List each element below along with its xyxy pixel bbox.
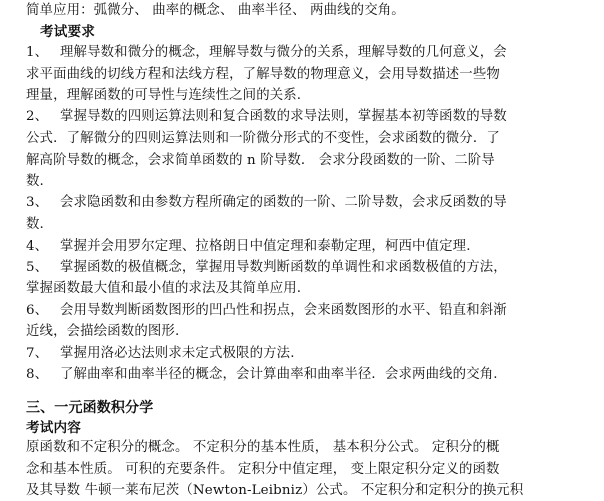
item-number: 1、 [26, 45, 49, 60]
requirement-item-7 [26, 345, 295, 363]
section-3-line-2: 念和基本性质。 可积的充要条件。 定积分中值定理， 变上限定积分定义的函数 [26, 462, 500, 477]
requirement-item-5-line-2: 掌握函数最大值和最小值的求法及其简单应用. [26, 281, 302, 296]
section-3-line-1: 原函数和不定积分的概念。 不定积分的基本性质， 基本积分公式。 定积分的概 [26, 440, 500, 455]
section-3-title: 三、一元函数积分学 [26, 400, 154, 416]
item-text: 掌握并会用罗尔定理、拉格朗日中值定理和泰勒定理，柯西中值定理. [60, 239, 471, 254]
requirement-item-1-line-3: 理量，理解函数的可导性与连续性之间的关系. [26, 88, 302, 103]
item-number: 5、 [26, 260, 49, 275]
exam-requirements-heading: 考试要求 [40, 24, 95, 40]
requirement-item-2-line-4: 数. [26, 174, 44, 189]
requirement-item-5 [26, 259, 507, 277]
requirement-item-3-line-2: 数. [26, 217, 44, 232]
requirement-item-1-line-2: 求平面曲线的切线方程和法线方程，了解导数的物理意义，会用导数描述一些物 [26, 67, 500, 82]
item-number: 3、 [26, 195, 49, 210]
requirement-item-1 [26, 44, 507, 62]
item-text: 掌握用洛必达法则求未定式极限的方法. [60, 346, 295, 361]
item-number: 7、 [26, 346, 49, 361]
requirement-item-2-line-3: 解高阶导数的概念，会求简单函数的 n 阶导数． 会求分段函数的一阶、二阶导 [26, 153, 495, 168]
requirement-item-2 [26, 108, 507, 126]
item-text: 掌握函数的极值概念，掌握用导数判断函数的单调性和求函数极值的方法， [60, 260, 507, 275]
intro-line: 简单应用：弧微分、 曲率的概念、 曲率半径、 两曲线的交角。 [26, 3, 405, 18]
item-text: 理解导数和微分的概念，理解导数与微分的关系，理解导数的几何意义，会 [60, 45, 507, 60]
section-3-line-3: 及其导数 牛顿一莱布尼茨（Newton-Leibniz）公式。 不定积分和定积分的换元积 [26, 483, 524, 498]
item-text: 会用导数判断函数图形的凹凸性和拐点，会来函数图形的水平、铅直和斜渐 [60, 303, 507, 318]
requirement-item-6 [26, 302, 507, 320]
requirement-item-6-line-2: 近线，会描绘函数的图形. [26, 324, 180, 339]
item-text: 掌握导数的四则运算法则和复合函数的求导法则，掌握基本初等函数的导数 [60, 109, 507, 124]
requirement-item-8 [26, 366, 498, 384]
requirement-item-2-line-2: 公式．了解微分的四则运算法则和一阶微分形式的不变性，会求函数的微分．了 [26, 131, 500, 146]
exam-content-heading: 考试内容 [26, 420, 81, 436]
requirement-item-4 [26, 238, 471, 256]
item-number: 6、 [26, 303, 49, 318]
item-text: 了解曲率和曲率半径的概念，会计算曲率和曲率半径．会求两曲线的交角. [60, 367, 498, 382]
item-number: 4、 [26, 239, 49, 254]
requirement-item-3 [26, 194, 507, 212]
item-number: 2、 [26, 109, 49, 124]
item-number: 8、 [26, 367, 49, 382]
item-text: 会求隐函数和由参数方程所确定的函数的一阶、二阶导数，会求反函数的导 [60, 195, 507, 210]
